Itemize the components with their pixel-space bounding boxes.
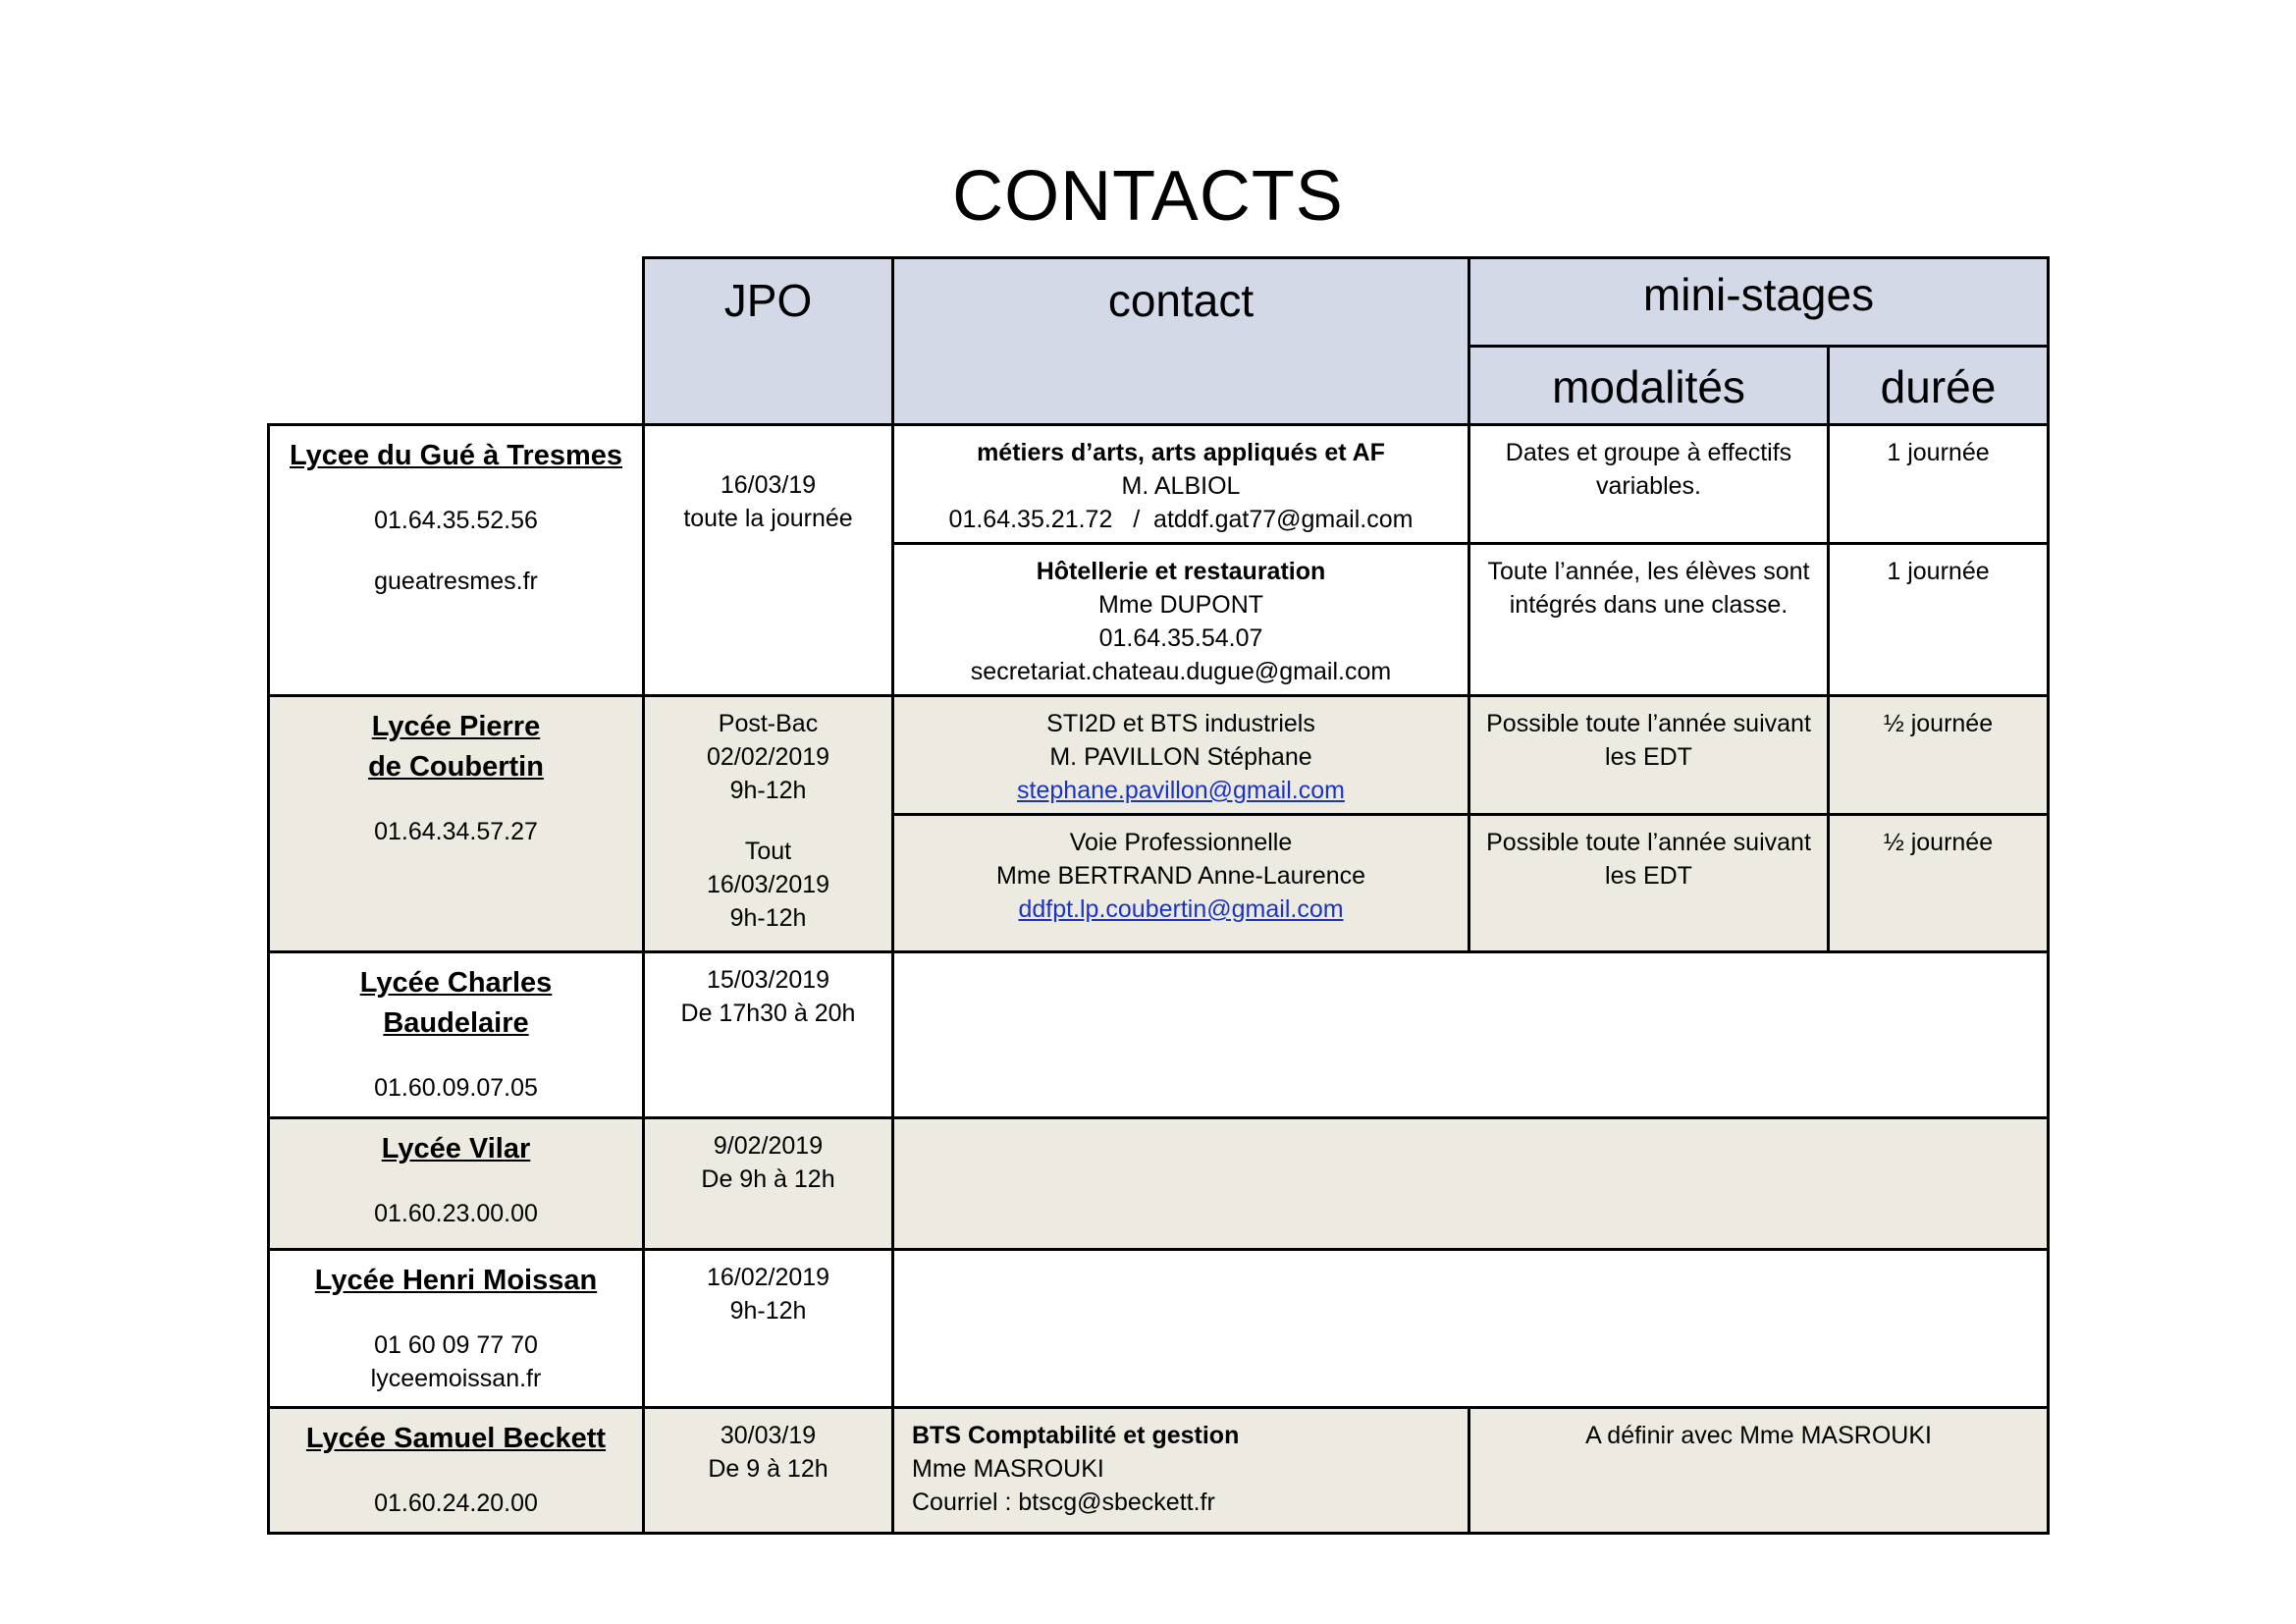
jpo-time: 9h-12h — [729, 904, 807, 932]
header-duree: durée — [1829, 347, 2049, 425]
contact-title: STI2D et BTS industriels — [1046, 710, 1315, 737]
jpo-time: De 17h30 à 20h — [680, 1000, 856, 1027]
header-contact: contact — [893, 258, 1469, 425]
header-mini-stages: mini-stages — [1469, 258, 2049, 347]
empty-contact-cell — [893, 952, 2049, 1118]
jpo-date: 9/02/2019 — [713, 1132, 824, 1160]
contact-name: M. ALBIOL — [1121, 472, 1241, 500]
contact-email: secretariat.chateau.dugue@gmail.com — [970, 658, 1392, 685]
school-cell — [269, 696, 644, 952]
school-phone: 01.60.09.07.05 — [374, 1074, 538, 1102]
jpo-time: De 9 à 12h — [708, 1455, 828, 1483]
jpo-cell — [644, 1250, 893, 1408]
duree-cell: 1 journée — [1829, 544, 2049, 696]
school-name: Lycee du Gué à Tresmes — [289, 440, 623, 471]
jpo-time: 9h-12h — [729, 1297, 807, 1325]
duree-cell: 1 journée — [1829, 425, 2049, 544]
contact-name: M. PAVILLON Stéphane — [1049, 743, 1312, 771]
empty-contact-cell — [893, 1118, 2049, 1250]
school-cell — [269, 952, 644, 1118]
contact-name: Mme BERTRAND Anne-Laurence — [995, 862, 1366, 890]
modalites-cell: Possible toute l’année suivant les EDT — [1469, 815, 1829, 952]
jpo-label: Post-Bac — [718, 710, 819, 737]
jpo-date: 30/03/19 — [720, 1422, 817, 1449]
school-name: Lycée Henri Moissan — [314, 1265, 598, 1296]
school-cell — [269, 1408, 644, 1534]
contact-email-link[interactable]: ddfpt.lp.coubertin@gmail.com — [1018, 895, 1344, 923]
contact-cell — [893, 425, 1469, 544]
school-name: Baudelaire — [383, 1007, 529, 1039]
contact-title: Voie Professionnelle — [1069, 829, 1293, 856]
school-name: Lycée Pierre — [371, 711, 541, 742]
contact-cell — [893, 1408, 1469, 1534]
school-phone: 01.60.24.20.00 — [374, 1489, 538, 1517]
mini-stages-cell: A définir avec Mme MASROUKI — [1469, 1408, 2049, 1534]
modalites-cell: Possible toute l’année suivant les EDT — [1469, 696, 1829, 815]
page-title: CONTACTS — [952, 157, 1344, 236]
school-cell — [269, 1118, 644, 1250]
school-website: lyceemoissan.fr — [370, 1365, 542, 1392]
jpo-cell — [644, 1118, 893, 1250]
contact-details: 01.64.35.21.72 / atddf.gat77@gmail.com — [948, 506, 1414, 533]
modalites-cell: Toute l’année, les élèves sont intégrés dans une classe. — [1469, 544, 1829, 696]
jpo-cell — [644, 696, 893, 952]
contact-title: BTS Comptabilité et gestion — [912, 1422, 1240, 1449]
jpo-date: 16/02/2019 — [706, 1264, 830, 1291]
school-phone: 01.64.34.57.27 — [374, 818, 538, 845]
contact-phone: 01.64.35.54.07 — [1098, 624, 1263, 652]
contact-email: Courriel : btscg@sbeckett.fr — [912, 1489, 1215, 1516]
school-phone: 01 60 09 77 70 — [374, 1331, 538, 1359]
empty-contact-cell — [893, 1250, 2049, 1408]
contact-email-link[interactable]: stephane.pavillon@gmail.com — [1017, 777, 1345, 804]
school-cell — [269, 1250, 644, 1408]
contacts-table — [267, 256, 2050, 1535]
school-name: de Coubertin — [368, 751, 544, 783]
school-phone: 01.60.23.00.00 — [374, 1200, 538, 1227]
contact-cell — [893, 696, 1469, 815]
jpo-date: 16/03/19 — [720, 471, 817, 499]
header-jpo: JPO — [644, 258, 893, 425]
contact-cell — [893, 544, 1469, 696]
jpo-date: 16/03/2019 — [706, 871, 830, 898]
modalites-cell: Dates et groupe à effectifs variables. — [1469, 425, 1829, 544]
jpo-time: De 9h à 12h — [701, 1165, 835, 1193]
duree-cell: ½ journée — [1829, 815, 2049, 952]
contact-title: métiers d’arts, arts appliqués et AF — [977, 439, 1385, 466]
contact-cell — [893, 815, 1469, 952]
duree-cell: ½ journée — [1829, 696, 2049, 815]
header-modalites: modalités — [1469, 347, 1829, 425]
jpo-time: 9h-12h — [729, 777, 807, 804]
corner-blank — [269, 258, 644, 425]
contact-name: Mme DUPONT — [1097, 591, 1264, 619]
contact-title: Hôtellerie et restauration — [1036, 558, 1326, 585]
jpo-cell — [644, 425, 893, 696]
jpo-time: toute la journée — [683, 505, 853, 532]
school-name: Lycée Samuel Beckett — [305, 1423, 607, 1454]
jpo-label: Tout — [744, 838, 792, 865]
jpo-cell — [644, 1408, 893, 1534]
school-name: Lycée Charles — [359, 967, 553, 999]
jpo-cell — [644, 952, 893, 1118]
jpo-date: 15/03/2019 — [706, 966, 830, 994]
school-cell — [269, 425, 644, 696]
contact-name: Mme MASROUKI — [912, 1455, 1104, 1483]
school-name: Lycée Vilar — [381, 1133, 531, 1164]
school-phone: 01.64.35.52.56 — [374, 507, 538, 534]
school-website: gueatresmes.fr — [374, 568, 538, 595]
jpo-date: 02/02/2019 — [706, 743, 830, 771]
